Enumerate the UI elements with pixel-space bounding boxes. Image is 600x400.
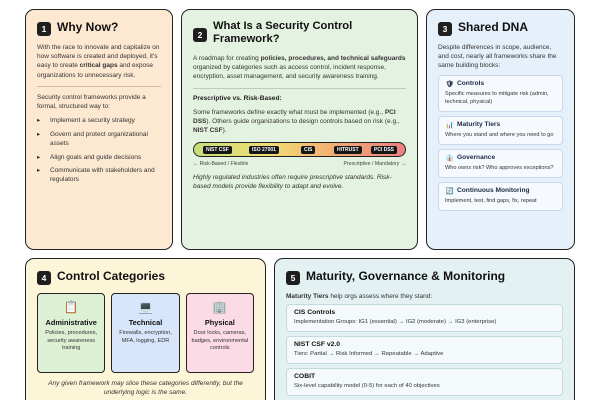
building-block-title: Continuous Monitoring bbox=[457, 187, 530, 195]
divider bbox=[193, 88, 406, 89]
maturity-header bbox=[275, 259, 574, 285]
shared-dna-header bbox=[427, 10, 574, 36]
category-technical bbox=[111, 293, 179, 373]
category-name: Administrative bbox=[45, 318, 97, 327]
what-is-header bbox=[182, 10, 417, 46]
building-block-title: Governance bbox=[457, 154, 496, 162]
spectrum-label-nist-csf: NIST CSF bbox=[203, 146, 232, 155]
building-block-controls bbox=[438, 75, 563, 112]
why-now-header bbox=[26, 10, 172, 36]
why-now-intro: With the race to innovate and capitalize on how software is created and deployed, it's easy to create critical gaps and expose organizations to unnecessary risk. bbox=[37, 44, 160, 79]
bar-chart-icon: 📊 bbox=[445, 121, 454, 129]
building-block-desc: Specific measures to mitigate risk (admin, technical, physical) bbox=[445, 90, 549, 105]
building-block-continuous-monitoring bbox=[438, 182, 563, 211]
category-desc: Policies, procedures, security awareness training bbox=[45, 330, 98, 352]
building-block-desc: Who owns risk? Who approves exceptions? bbox=[445, 164, 554, 171]
section-number-badge: 2 bbox=[193, 28, 207, 42]
section-number-badge: 5 bbox=[286, 271, 300, 285]
framework-spectrum-bar bbox=[193, 142, 406, 157]
why-now-bullet-list bbox=[37, 117, 161, 185]
why-now-title: Why Now? bbox=[57, 20, 119, 34]
shield-icon: 🛡 bbox=[445, 80, 454, 88]
control-categories-card bbox=[25, 258, 266, 400]
categories-footnote: Any given framework may slice these categories differently, but the underlying logic is the same. bbox=[48, 380, 243, 396]
shared-dna-intro: Despite differences in scope, audience, and cost, nearly all frameworks share the same building blocks: bbox=[438, 44, 557, 70]
why-now-purpose: Security control frameworks provide a formal, structured way to: bbox=[37, 93, 146, 111]
spectrum-left-label: ← Risk-Based / Flexible bbox=[193, 161, 249, 168]
tier-name: COBIT bbox=[294, 373, 316, 380]
category-administrative bbox=[37, 293, 105, 373]
laptop-icon: 💻 bbox=[138, 300, 153, 314]
category-desc: Door locks, cameras, badges, environmental controls bbox=[191, 330, 249, 352]
spectrum-note: Highly regulated industries often require prescriptive standards. Risk-based models provide flexibility to adapt and evolve. bbox=[193, 174, 392, 191]
category-desc: Firewalls, encryption, MFA, logging, EDR bbox=[119, 330, 172, 344]
tier-desc: Six-level capability model (0-5) for each of 40 objectives bbox=[294, 383, 440, 389]
spectrum-label-hitrust: HITRUST bbox=[334, 146, 362, 155]
building-icon: 🏢 bbox=[212, 300, 228, 314]
spectrum-label-pci-dss: PCI DSS bbox=[371, 146, 397, 155]
spectrum-label-cis: CIS bbox=[301, 146, 315, 155]
shared-dna-card bbox=[426, 9, 575, 250]
why-now-card bbox=[25, 9, 173, 250]
building-block-desc: Implement, test, find gaps, fix, repeat bbox=[445, 197, 537, 204]
section-number-badge: 3 bbox=[438, 22, 452, 36]
maturity-intro: Maturity Tiers help orgs assess where they stand: bbox=[286, 293, 433, 300]
category-name: Technical bbox=[128, 318, 163, 327]
control-categories-header bbox=[26, 259, 265, 285]
prescriptive-subheading: Prescriptive vs. Risk-Based: bbox=[193, 94, 282, 102]
section-number-badge: 1 bbox=[37, 22, 51, 36]
building-block-title: Controls bbox=[457, 80, 485, 88]
tier-desc: Implementation Groups: IG1 (essential) → IG2 (moderate) → IG3 (enterprise) bbox=[294, 319, 497, 325]
tier-nist-csf bbox=[286, 336, 563, 364]
tier-desc: Tiers: Partial → Risk Informed → Repeatable → Adaptive bbox=[294, 351, 444, 357]
shared-dna-title: Shared DNA bbox=[458, 20, 529, 34]
building-block-title: Maturity Tiers bbox=[457, 121, 501, 129]
clipboard-icon: 📋 bbox=[63, 300, 79, 314]
spectrum-label-iso-27001: ISO 27001 bbox=[249, 146, 279, 155]
section-number-badge: 4 bbox=[37, 271, 51, 285]
spectrum-right-label: Prescriptive / Mandatory → bbox=[343, 161, 406, 168]
tier-cis-controls bbox=[286, 304, 563, 332]
bullet-item: ▸ Govern and protect organizational assets bbox=[37, 131, 161, 149]
bullet-item: ▸ Implement a security strategy bbox=[37, 117, 161, 126]
bullet-item: ▸ Align goals and guide decisions bbox=[37, 154, 161, 163]
category-physical bbox=[186, 293, 254, 373]
building-block-maturity-tiers bbox=[438, 116, 563, 145]
building-block-desc: Where you stand and where you need to go bbox=[445, 131, 554, 138]
what-is-title: What Is a Security Control Framework? bbox=[213, 20, 353, 45]
refresh-icon: 🔄 bbox=[445, 187, 454, 195]
bullet-item: ▸ Communicate with stakeholders and regulators bbox=[37, 167, 161, 185]
building-block-governance bbox=[438, 149, 563, 178]
category-boxes bbox=[26, 285, 265, 373]
tier-name: NIST CSF v2.0 bbox=[294, 341, 341, 348]
tier-name: CIS Controls bbox=[294, 309, 336, 316]
prescriptive-comparison: Some frameworks define exactly what must be implemented (e.g., PCI DSS). Others guide organizations to design controls based on risk (e.g., NIST CSF). bbox=[193, 108, 400, 135]
control-categories-title: Control Categories bbox=[57, 269, 166, 283]
maturity-card bbox=[274, 258, 575, 400]
what-is-definition: A roadmap for creating policies, procedures, and technical safeguards organized by categories such as access control, incident response, encryption, asset management, and security awareness training. bbox=[193, 55, 406, 81]
spectrum-axis-labels bbox=[193, 161, 406, 167]
divider bbox=[37, 86, 161, 87]
tier-cobit bbox=[286, 368, 563, 396]
maturity-title: Maturity, Governance & Monitoring bbox=[306, 269, 506, 283]
person-icon: 👔 bbox=[445, 154, 454, 162]
category-name: Physical bbox=[204, 318, 235, 327]
what-is-card bbox=[181, 9, 418, 250]
